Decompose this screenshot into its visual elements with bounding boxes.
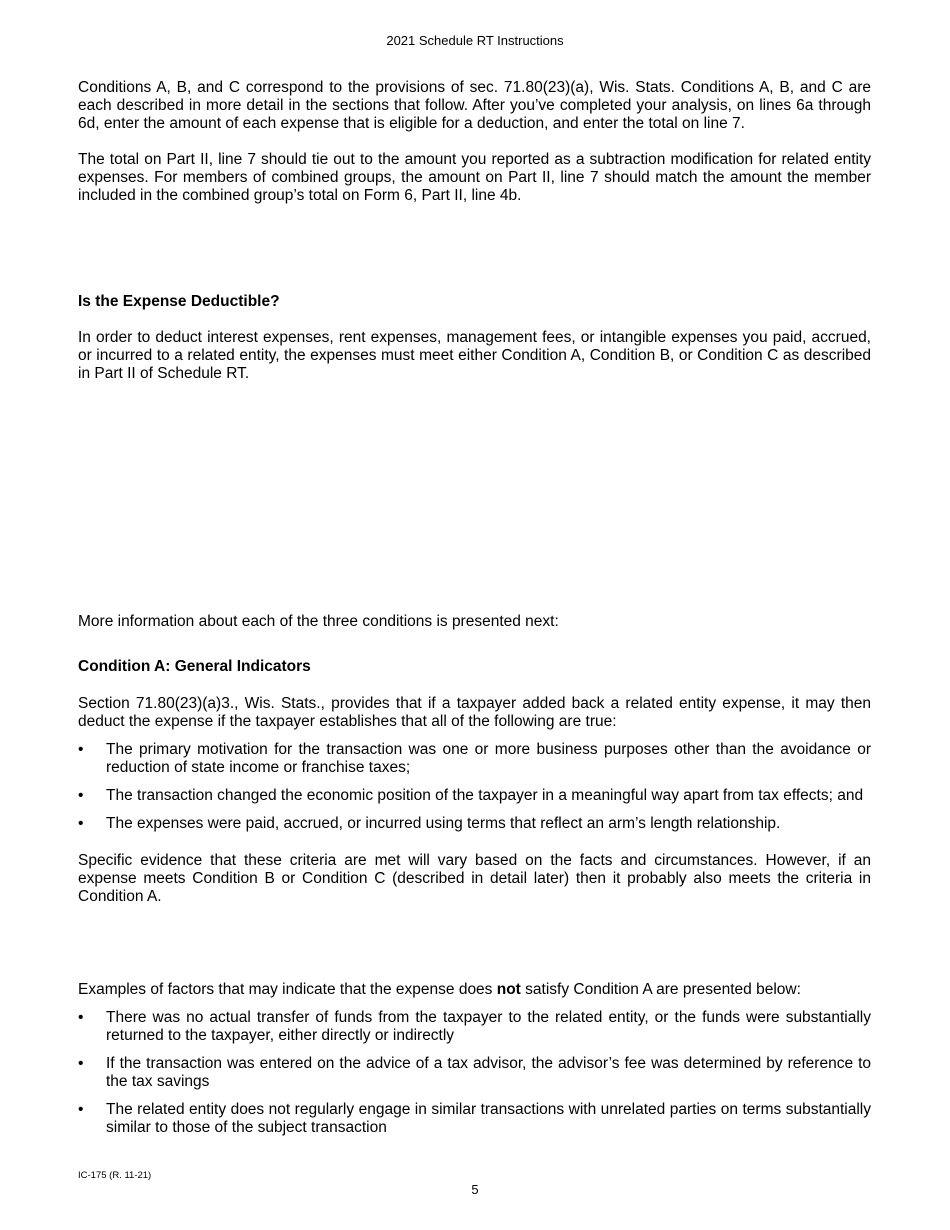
list-item-text: The related entity does not regularly engage in similar transactions with unrelated parties on terms substantially similar to those of the subject transaction xyxy=(106,1101,871,1136)
intro-paragraph-1: Conditions A, B, and C correspond to the provisions of sec. 71.80(23)(a), Wis. Stats. Conditions A, B, and C are each described in more detail in the sections that follow. After you’ve completed your analysis, on lines 6a through 6d, enter the amount of each expense that is eligible for a deduction, and enter the total on line 7. xyxy=(78,79,871,132)
list-item-text: The expenses were paid, accrued, or incurred using terms that reflect an arm’s length relationship. xyxy=(106,815,781,832)
bullet-icon: • xyxy=(78,1055,84,1072)
bullet-icon: • xyxy=(78,1101,84,1118)
list-item xyxy=(78,1101,871,1137)
deductible-paragraph-1: In order to deduct interest expenses, rent expenses, management fees, or intangible expenses you paid, accrued, or incurred to a related entity, the expenses must meet either Condition A, Condition B, or Condition C as described in Part II of Schedule RT. xyxy=(78,329,871,382)
condition-a-heading: Condition A: General Indicators xyxy=(78,658,311,675)
list-item xyxy=(78,1009,871,1045)
list-item xyxy=(78,787,871,805)
list-item-text: The transaction changed the economic position of the taxpayer in a meaningful way apart from tax effects; and xyxy=(106,787,864,804)
list-item xyxy=(78,815,871,833)
bullet-icon: • xyxy=(78,741,84,758)
intro-paragraph-2: The total on Part II, line 7 should tie out to the amount you reported as a subtraction modification for related entity expenses. For members of combined groups, the amount on Part II, line 7 should match the amount the member included in the combined group’s total on Form 6, Part II, line 4b. xyxy=(78,151,871,204)
bullet-icon: • xyxy=(78,815,84,832)
list-item-text: If the transaction was entered on the advice of a tax advisor, the advisor’s fee was determined by reference to the tax savings xyxy=(106,1055,871,1090)
bullet-icon: • xyxy=(78,1009,84,1026)
examples-intro xyxy=(78,981,871,999)
page-number: 5 xyxy=(471,1182,479,1197)
form-id: IC-175 (R. 11-21) xyxy=(78,1170,152,1181)
list-item-text: There was no actual transfer of funds from the taxpayer to the related entity, or the funds were substantially returned to the taxpayer, either directly or indirectly xyxy=(106,1009,871,1044)
page-header-title: 2021 Schedule RT Instructions xyxy=(386,33,564,48)
deductible-paragraph-2: More information about each of the three conditions is presented next: xyxy=(78,613,559,630)
examples-intro-after: satisfy Condition A are presented below: xyxy=(520,981,801,998)
examples-intro-before: Examples of factors that may indicate that the expense does xyxy=(78,981,497,998)
list-item xyxy=(78,741,871,777)
list-item-text: The primary motivation for the transaction was one or more business purposes other than the avoidance or reduction of state income or franchise taxes; xyxy=(106,741,871,776)
bullet-icon: • xyxy=(78,787,84,804)
list-item xyxy=(78,1055,871,1091)
condition-a-paragraph-1: Section 71.80(23)(a)3., Wis. Stats., provides that if a taxpayer added back a related entity expense, it may then deduct the expense if the taxpayer establishes that all of the following are true: xyxy=(78,695,871,730)
examples-intro-bold: not xyxy=(496,981,521,998)
condition-a-paragraph-2: Specific evidence that these criteria are met will vary based on the facts and circumstances. However, if an expense meets Condition B or Condition C (described in detail later) then it probably also meets the criteria in Condition A. xyxy=(78,852,871,905)
deductible-heading: Is the Expense Deductible? xyxy=(78,293,280,310)
